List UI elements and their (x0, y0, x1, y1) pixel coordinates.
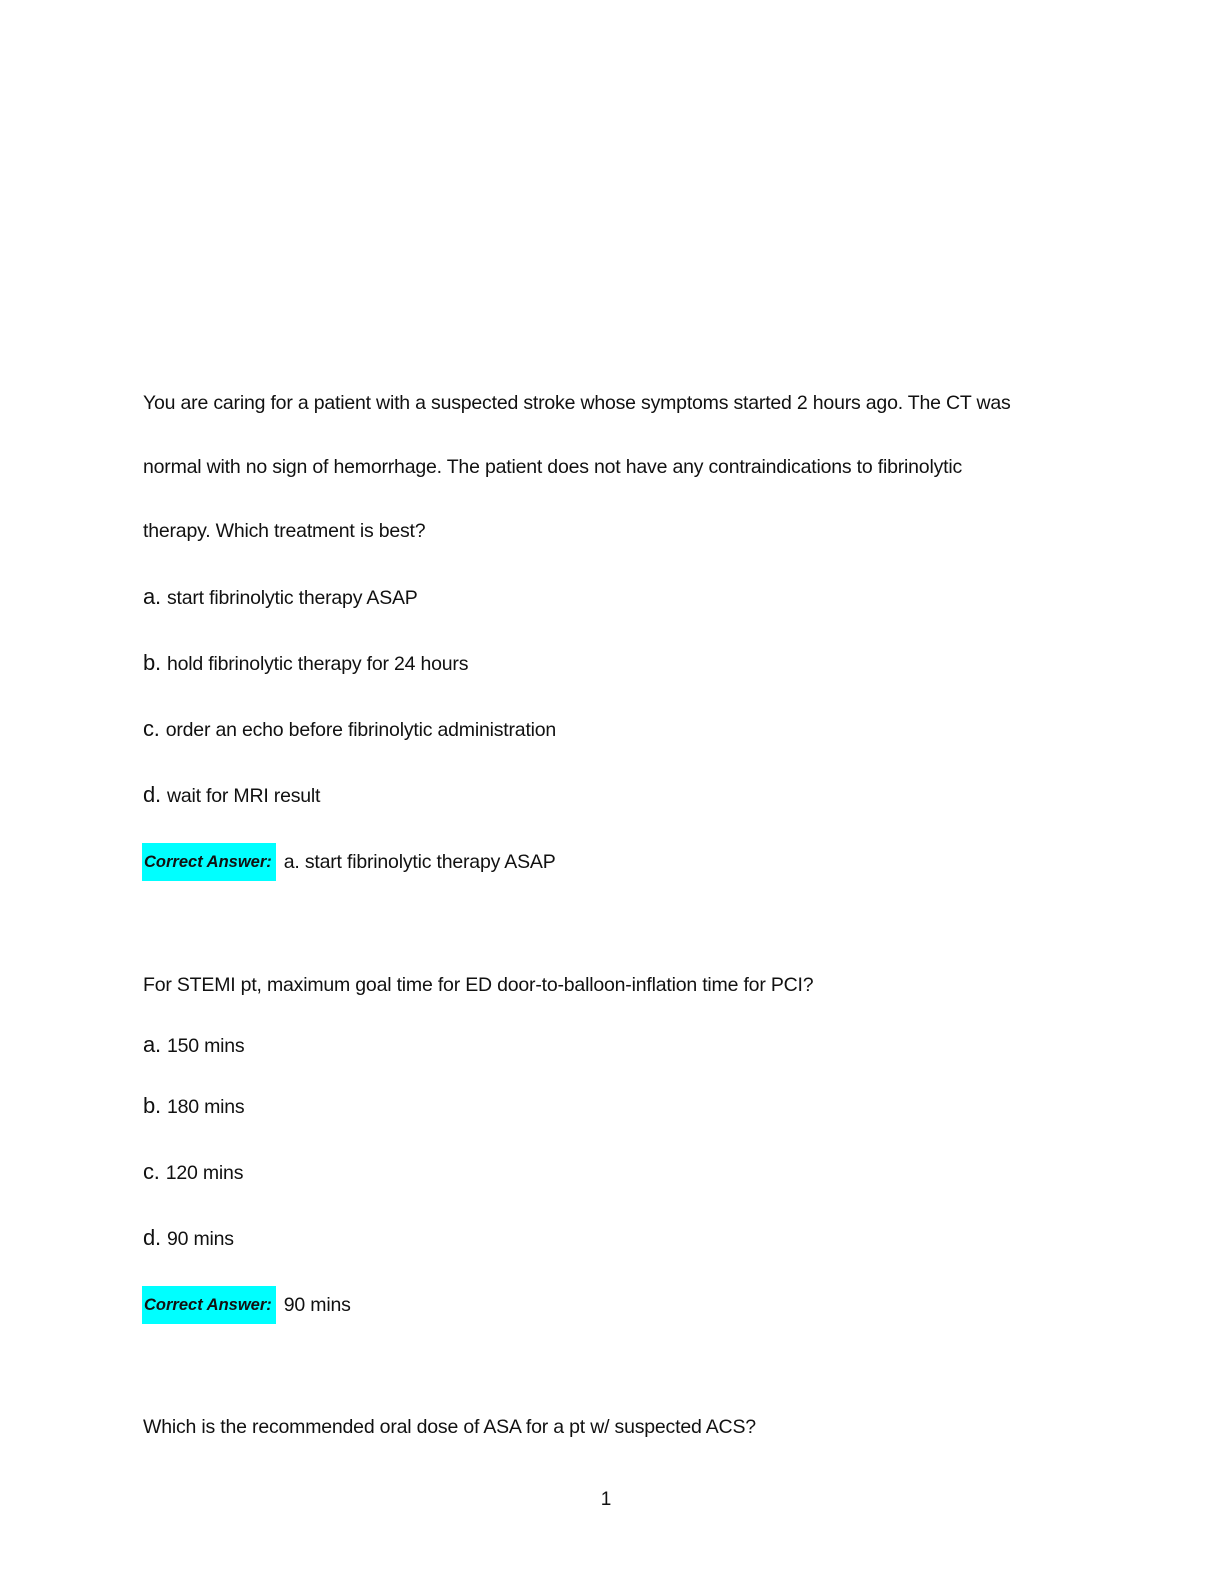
option-letter: a. (143, 1032, 161, 1057)
question-1-stem-line-3: therapy. Which treatment is best? (143, 520, 426, 542)
option-letter: c. (143, 716, 160, 741)
question-2-stem-line-1: For STEMI pt, maximum goal time for ED door-to-balloon-inflation time for PCI? (143, 974, 814, 996)
question-2-option-b (143, 1094, 244, 1119)
question-1-stem-line-2: normal with no sign of hemorrhage. The patient does not have any contraindications to fibrinolytic (143, 456, 963, 478)
page-number: 1 (600, 1489, 612, 1510)
question-1-stem-line-1: You are caring for a patient with a suspected stroke whose symptoms started 2 hours ago. The CT was (143, 392, 1011, 414)
option-text: start fibrinolytic therapy ASAP (166, 587, 418, 609)
option-letter: b. (143, 1093, 161, 1118)
option-text: wait for MRI result (166, 785, 321, 807)
option-text: 150 mins (166, 1035, 245, 1057)
option-letter: d. (143, 1225, 161, 1250)
question-2-correct-answer (143, 1286, 351, 1324)
question-2-option-c (143, 1160, 243, 1185)
question-2-option-a (143, 1033, 244, 1058)
option-letter: b. (143, 650, 161, 675)
option-text: order an echo before fibrinolytic administration (165, 719, 557, 741)
option-text: 120 mins (165, 1162, 244, 1184)
correct-answer-label: Correct Answer: (142, 843, 276, 881)
correct-answer-label: Correct Answer: (142, 1286, 276, 1324)
question-1-option-d (143, 783, 320, 808)
correct-answer-text: a. start fibrinolytic therapy ASAP (283, 851, 556, 873)
option-text: 90 mins (166, 1228, 234, 1250)
question-1-option-a (143, 585, 418, 610)
question-1-option-b (143, 651, 468, 676)
option-letter: d. (143, 782, 161, 807)
option-letter: c. (143, 1159, 160, 1184)
option-text: 180 mins (166, 1096, 245, 1118)
option-letter: a. (143, 584, 161, 609)
question-1-correct-answer (143, 843, 556, 881)
correct-answer-text: 90 mins (283, 1294, 351, 1316)
question-2-option-d (143, 1226, 234, 1251)
question-1-option-c (143, 717, 556, 742)
option-text: hold fibrinolytic therapy for 24 hours (166, 653, 469, 675)
question-3-stem-line-1: Which is the recommended oral dose of ASA for a pt w/ suspected ACS? (143, 1416, 756, 1438)
